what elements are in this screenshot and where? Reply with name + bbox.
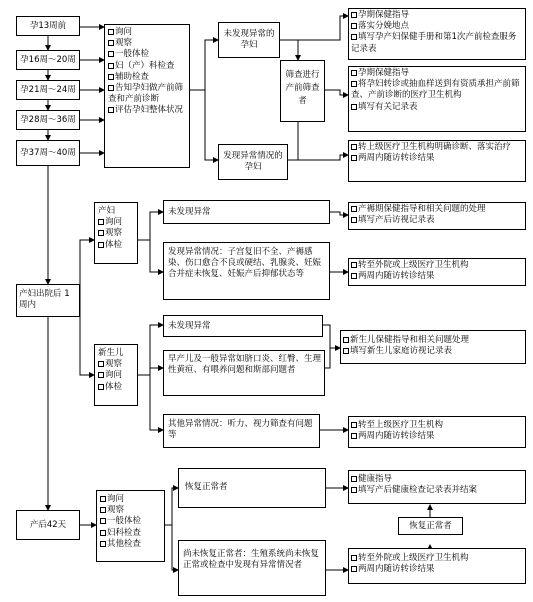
mother-box (94, 202, 138, 264)
result-box-r2 (348, 66, 526, 132)
box-text: 未发现异常 (168, 321, 211, 331)
p42-checklist (96, 490, 165, 562)
checkbox-icon (351, 104, 357, 110)
checklist-item: 辅助检查 (108, 72, 187, 83)
not-recovered-box (178, 540, 326, 596)
stage-box-13w (16, 16, 80, 36)
result-item: 健康指导 (351, 474, 523, 485)
newborn-box (94, 344, 138, 406)
checklist-item: 观察 (100, 505, 161, 516)
stage-label: 孕16周～20周 (20, 55, 76, 65)
checklist-item: 询问 (100, 494, 161, 505)
checklist-item: 一般体检 (100, 516, 161, 527)
checklist-item: 观察 (108, 38, 187, 49)
result-item: 两周内随访转诊结果 (351, 431, 523, 442)
checklist-item: 观察 (98, 228, 134, 239)
checkbox-icon (98, 242, 104, 248)
result-item: 填写产后访视记录表 (351, 215, 523, 226)
box-text: 发现异常情况的孕妇 (223, 151, 283, 172)
no-abnormal-box (218, 22, 280, 58)
box-title: 新生儿 (98, 348, 124, 358)
box-text: 恢复正常者 (185, 482, 228, 492)
checkbox-icon (351, 144, 357, 150)
checklist-item: 体检 (98, 240, 134, 251)
checklist-item: 体检 (98, 382, 134, 393)
newborn-abnormal-box (163, 350, 325, 396)
stage-label: 产妇出院后 1周内 (19, 289, 70, 310)
checkbox-icon (351, 81, 357, 87)
result-item: 新生儿保健指导和相关问题处理 (343, 335, 523, 346)
mother-abnormal-box (163, 242, 330, 300)
checkbox-icon (351, 487, 357, 493)
box-text: 未发现异常的孕妇 (223, 29, 275, 50)
checkbox-icon (100, 530, 106, 536)
recovered2-box (398, 517, 463, 535)
checkbox-icon (351, 433, 357, 439)
box-text: 其他异常情况：听力、视力筛查有问题等 (168, 419, 313, 440)
result-item: 产褥期保健指导和相关问题的处理 (351, 204, 523, 215)
checkbox-icon (351, 566, 357, 572)
stage-label: 孕21周～24周 (20, 85, 76, 95)
checkbox-icon (351, 12, 357, 18)
checkbox-icon (98, 361, 104, 367)
result-box-not-recovered (348, 548, 526, 584)
checklist-item: 询问 (98, 217, 134, 228)
checklist-item: 评估孕妇整体状况 (108, 105, 187, 116)
result-item: 转至上级医疗卫生机构 (351, 420, 523, 431)
checkbox-icon (108, 40, 114, 46)
checklist-item: 一般体检 (108, 49, 187, 60)
stage-box-42-days (16, 510, 80, 540)
checkbox-icon (343, 337, 349, 343)
checkbox-icon (100, 496, 106, 502)
checklist-item: 妇科检查 (100, 528, 161, 539)
checkbox-icon (100, 541, 106, 547)
screening-box (280, 60, 325, 122)
checkbox-icon (98, 372, 104, 378)
checkbox-icon (343, 348, 349, 354)
newborn-other-box (163, 414, 320, 448)
recovered-box (178, 468, 326, 508)
checkbox-icon (351, 476, 357, 482)
checkbox-icon (351, 155, 357, 161)
result-item: 填写产后健康检查记录表并结案 (351, 485, 523, 496)
checkbox-icon (351, 34, 357, 40)
box-text: 未发现异常 (168, 207, 211, 217)
result-item: 转至外院或上级医疗卫生机构 (351, 553, 523, 564)
result-item: 落实分娩地点 (351, 21, 523, 32)
checkbox-icon (108, 63, 114, 69)
result-item: 将孕妇转诊或抽血样送到有资质承担产前筛查、产前诊断的医疗卫生机构 (351, 79, 520, 101)
checklist-item: 其他检查 (100, 539, 161, 550)
stage-box-postpartum-week1 (16, 284, 80, 317)
checklist-item: 询问 (98, 370, 134, 381)
checkbox-icon (351, 262, 357, 268)
result-box-r1 (348, 8, 526, 60)
stage-box-37-40w (16, 140, 80, 166)
result-box-recovered (348, 470, 526, 504)
box-text: 尚未恢复正常者：生殖系统尚未恢复正常或检查中发现有异常情况者 (183, 549, 320, 570)
stage-label: 孕37周～40周 (20, 148, 76, 158)
checkbox-icon (98, 384, 104, 390)
result-item: 两周内随访转诊结果 (351, 271, 523, 282)
result-item: 孕期保健指导 (351, 68, 523, 79)
checkbox-icon (108, 51, 114, 57)
checkbox-icon (108, 107, 114, 113)
result-item: 孕期保健指导 (351, 10, 523, 21)
stage-label: 产后42天 (29, 520, 67, 530)
mother-normal-box (163, 200, 330, 224)
stage-box-21-24w (16, 80, 80, 100)
checklist-item: 告知孕妇做产前筛查和产前诊断 (108, 83, 184, 105)
result-box-n1 (340, 330, 526, 364)
checkbox-icon (108, 29, 114, 35)
result-item: 两周内随访转诊结果 (351, 564, 523, 575)
result-item: 填写新生儿家庭访视记录表 (343, 346, 523, 357)
result-box-m2 (348, 258, 526, 286)
stage-label: 孕13周前 (29, 21, 67, 31)
result-item: 转上级医疗卫生机构明确诊断、落实治疗 (351, 142, 523, 153)
newborn-normal-box (163, 315, 323, 337)
checkbox-icon (351, 23, 357, 29)
box-text: 筛查进行产前筛查者 (285, 70, 320, 106)
checklist-item: 询问 (108, 27, 187, 38)
result-item: 转至外院或上级医疗卫生机构 (351, 260, 523, 271)
checkbox-icon (351, 206, 357, 212)
stage-box-16-20w (16, 50, 80, 70)
checkbox-icon (351, 217, 357, 223)
result-box-n2 (348, 416, 526, 448)
checkbox-icon (351, 555, 357, 561)
prenatal-checklist (104, 24, 190, 168)
box-title: 产妇 (98, 206, 116, 216)
checklist-item: 妇（产）科检查 (108, 61, 187, 72)
checkbox-icon (100, 507, 106, 513)
checkbox-icon (351, 422, 357, 428)
checkbox-icon (98, 230, 104, 236)
checkbox-icon (108, 74, 114, 80)
result-box-m1 (348, 202, 526, 230)
checklist-item: 观察 (98, 359, 134, 370)
box-text: 发现异常情况：子宫复旧不全、产褥感染、伤口愈合不良或硬结、乳腺炎、妊娠合并症未恢复、妊娠产后抑郁状态等 (168, 247, 322, 279)
stage-label: 孕28周～36周 (20, 115, 76, 125)
abnormal-box (218, 144, 288, 180)
result-item: 填写孕产妇保健手册和第1次产前检查服务记录表 (351, 32, 517, 54)
checkbox-icon (100, 518, 106, 524)
box-text: 恢复正常者 (409, 521, 452, 531)
result-box-r3 (348, 140, 526, 182)
checkbox-icon (98, 219, 104, 225)
checkbox-icon (351, 273, 357, 279)
result-item: 填写有关记录表 (351, 102, 523, 113)
result-item: 两周内随访转诊结果 (351, 153, 523, 164)
checkbox-icon (108, 85, 114, 91)
box-text: 早产儿及一般异常如脐口炎、红臀、生理性黄疸、有喂养问题和斯部问题者 (168, 354, 322, 375)
stage-box-28-36w (16, 110, 80, 130)
checkbox-icon (351, 70, 357, 76)
